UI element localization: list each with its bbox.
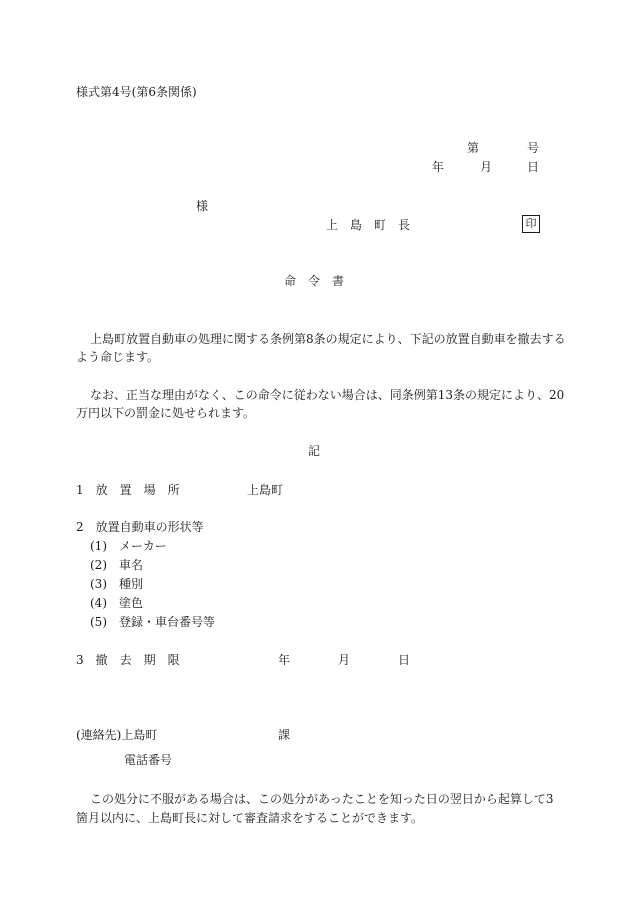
contact-section: 課 — [278, 728, 291, 742]
body-paragraph-1-line-2: よう命じます。 — [76, 350, 160, 364]
item-1-value: 上島町 — [247, 483, 284, 497]
body-paragraph-2-line-2: 万円以下の罰金に処せられます。 — [76, 406, 256, 420]
document-number-suffix: 号 — [527, 141, 540, 155]
date-year: 年 — [432, 160, 445, 174]
item-3-label: 3 撤 去 期 限 — [76, 653, 180, 667]
item-2-sub-3: (3) 種別 — [90, 577, 143, 591]
item-1-label: 1 放 置 場 所 — [76, 483, 180, 497]
appeal-line-1: この処分に不服がある場合は、この処分があったことを知った日の翌日から起算して3 — [90, 792, 554, 806]
item-2-sub-5: (5) 登録・車台番号等 — [90, 615, 215, 629]
item-3-day: 日 — [398, 653, 411, 667]
item-2-sub-2: (2) 車名 — [90, 558, 143, 572]
seal-mark: 印 — [522, 215, 540, 233]
item-3-month: 月 — [338, 653, 351, 667]
ki-heading: 記 — [308, 444, 321, 458]
item-2-sub-4: (4) 塗色 — [90, 596, 143, 610]
item-2-label: 2 放置自動車の形状等 — [76, 520, 204, 534]
issuer-name: 上 島 町 長 — [326, 218, 411, 232]
contact-label: (連絡先)上島町 — [76, 728, 158, 742]
addressee-suffix: 様 — [196, 199, 209, 213]
form-number: 様式第4号(第6条関係) — [76, 85, 197, 99]
document-title: 命 令 書 — [284, 274, 345, 288]
date-month: 月 — [480, 160, 493, 174]
date-day: 日 — [527, 160, 540, 174]
item-3-year: 年 — [278, 653, 291, 667]
body-paragraph-1-line-1: 上島町放置自動車の処理に関する条例第8条の規定により、下記の放置自動車を撤去する — [90, 332, 566, 346]
contact-phone: 電話番号 — [124, 753, 173, 767]
item-2-sub-1: (1) メーカー — [90, 539, 167, 553]
document-number-prefix: 第 — [467, 141, 480, 155]
appeal-line-2: 箇月以内に、上島町長に対して審査請求をすることができます。 — [76, 811, 424, 825]
body-paragraph-2-line-1: なお、正当な理由がなく、この命令に従わない場合は、同条例第13条の規定により、20 — [90, 388, 565, 402]
